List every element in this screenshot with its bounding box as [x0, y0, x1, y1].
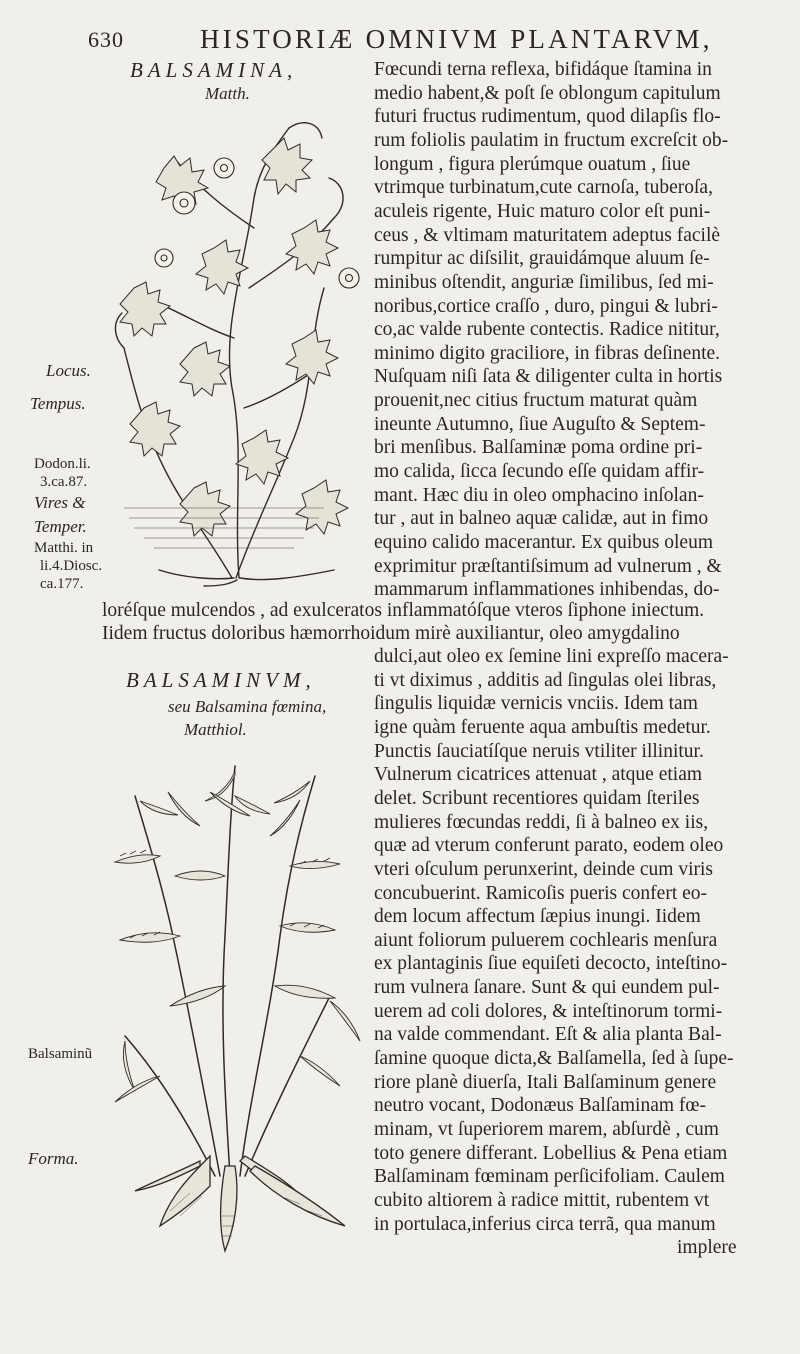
entry2-title: BALSAMINVM, — [126, 668, 316, 692]
text-line: Fœcundi terna reflexa, bifidáque ſtamina in — [374, 59, 712, 80]
margin-matthi-ref-3: ca.177. — [40, 576, 84, 592]
text-line: exprimitur præſtantiſsimum ad vulnerum , & — [374, 555, 722, 577]
text-line: Nuſquam niſi ſata & diligenter culta in hortis — [374, 366, 723, 388]
entry2-author: Matthiol. — [184, 720, 247, 739]
text-line: igne quàm feruente aqua ambuſtis medetur. — [374, 716, 711, 738]
text-line: neutro vocant, Dodonæus Balſaminam fœ- — [374, 1095, 706, 1117]
margin-locus: Locus. — [46, 361, 91, 380]
text-line: longum , figura plerúmque ouatum , ſiue — [374, 153, 691, 175]
text-line: ceus , & vltimam maturitatem adeptus facilè — [374, 224, 721, 246]
margin-tempus: Tempus. — [30, 394, 86, 413]
catchword: implere — [677, 1237, 737, 1258]
text-line: rumpitur ac diſsilit, grauidámque aluum ſe- — [374, 248, 710, 270]
margin-temper: Temper. — [34, 517, 87, 536]
text-line: prouenit,nec citius fructum maturat quàm — [374, 390, 698, 412]
entry2-alt-name: seu Balsamina fœmina, — [168, 697, 327, 716]
text-line: mant. Hæc diu in oleo omphacino inſolan- — [374, 484, 704, 506]
text-line: mo calida, ſicca ſecundo eſſe quidam affir- — [374, 461, 705, 483]
text-line: dulci,aut oleo ex ſemine lini expreſſo macera- — [374, 646, 729, 667]
text-line: bri menſibus. Balſaminæ poma ordine pri- — [374, 437, 703, 459]
text-line: ti vt diximus , additis ad ſingulas olei libras, — [374, 669, 717, 691]
text-line: co,ac valde rubente contectis. Radice nititur, — [374, 319, 720, 341]
text-line: minam, vt ſuperiorem marem, abſurdè , cum — [374, 1119, 719, 1140]
margin-dodon-ref-1: Dodon.li. — [34, 456, 91, 472]
text-line: concubuerint. Ramicoſis pueris confert eo- — [374, 882, 708, 904]
text-line: mulieres fœcundas reddi, ſi à balneo ex iis, — [374, 811, 709, 833]
text-line: riore planè diuerſa, Itali Balſaminum genere — [374, 1071, 717, 1093]
text-line: futuri fructus rudimentum, quod dilapſis flo- — [374, 106, 721, 128]
text-line: Punctis ſauciatíſque neruis vtiliter illinitur. — [374, 740, 704, 762]
text-line: tur , aut in balneo aquæ calidæ, aut in fimo — [374, 508, 709, 530]
text-line: noribus,cortice craſſo , duro, pingui & lubri- — [374, 295, 718, 317]
text-line: ineunte Autumno, ſiue Auguſto & Septem- — [374, 413, 706, 435]
text-line: mammarum inflammationes inhibendas, do- — [374, 579, 720, 601]
entry1-author: Matth. — [205, 84, 250, 103]
margin-vires: Vires & — [34, 493, 86, 512]
text-line: dem locum affectum ſæpius inungi. Iidem — [374, 906, 701, 928]
text-line: cubito altiorem à radice mittit, rubentem vt — [374, 1189, 710, 1211]
text-line: vteri oſculum perunxerint, deinde cum viris — [374, 858, 713, 880]
text-line: rum foliolis paulatim in fructum excreſcit ob- — [374, 129, 729, 151]
text-line: toto genere differant. Lobellius & Pena etiam — [374, 1142, 728, 1164]
text-line: uerem ad coli dolores, & inteſtinorum tormi- — [374, 1000, 723, 1022]
page-number: 630 — [88, 27, 124, 52]
margin-matthi-ref-2: li.4.Diosc. — [40, 558, 103, 574]
margin-balsaminu: Balsaminũ — [28, 1046, 93, 1062]
margin-forma: Forma. — [28, 1149, 79, 1168]
text-line: Iidem fructus doloribus hæmorrhoidum mirè auxiliantur, oleo amygdalino — [102, 623, 680, 645]
text-line: ex plantaginis ſiue equiſeti decocto, inteſtino- — [374, 953, 728, 975]
text-line: minibus oſtendit, anguriæ ſimilibus, ſed mi- — [374, 271, 714, 293]
text-line: aiunt foliorum puluerem cochlearis menſura — [374, 929, 718, 951]
text-line: Vulnerum cicatrices attenuat , atque etiam — [374, 764, 703, 786]
text-line: medio habent,& poſt ſe oblongum capitulum — [374, 82, 721, 104]
text-line: in portulaca,inferius circa terrã, qua manum — [374, 1213, 716, 1235]
text-line: equino calido macerantur. Ex quibus oleum — [374, 532, 713, 553]
text-line: loréſque mulcendos , ad exulceratos inflammatóſque vteros ſiphone iniectum. — [102, 600, 705, 621]
text-line: quæ ad vterum conferunt parato, eodem oleo — [374, 835, 724, 857]
balsaminum-woodcut — [100, 756, 370, 1256]
text-line: minimo digito graciliore, in fibras deſinente. — [374, 342, 721, 364]
balsamina-woodcut — [104, 108, 374, 588]
text-line: na valde commendant. Eſt & alia planta Bal- — [374, 1024, 722, 1046]
margin-matthi-ref-1: Matthi. in — [34, 540, 94, 556]
running-head: HISTORIÆ OMNIVM PLANTARVM, — [200, 24, 713, 54]
text-line: rum vulnera ſanare. Sunt & qui eundem pul- — [374, 977, 720, 999]
text-line: delet. Scribunt recentiores quidam ſteriles — [374, 787, 700, 809]
margin-dodon-ref-2: 3.ca.87. — [40, 474, 88, 490]
entry1-title: BALSAMINA, — [130, 58, 298, 82]
text-line: ſingulis liquidæ vernicis vnciis. Idem tam — [374, 693, 698, 715]
text-line: aculeis rigente, Huic maturo color eſt puni- — [374, 200, 711, 222]
text-line: vtrimque turbinatum,cute carnoſa, tuberoſa, — [374, 177, 713, 199]
text-line: Balſaminam fœminam perſicifoliam. Caulem — [374, 1166, 725, 1188]
text-line: ſamine quoque dicta,& Balſamella, ſed à ſupe- — [374, 1048, 734, 1070]
